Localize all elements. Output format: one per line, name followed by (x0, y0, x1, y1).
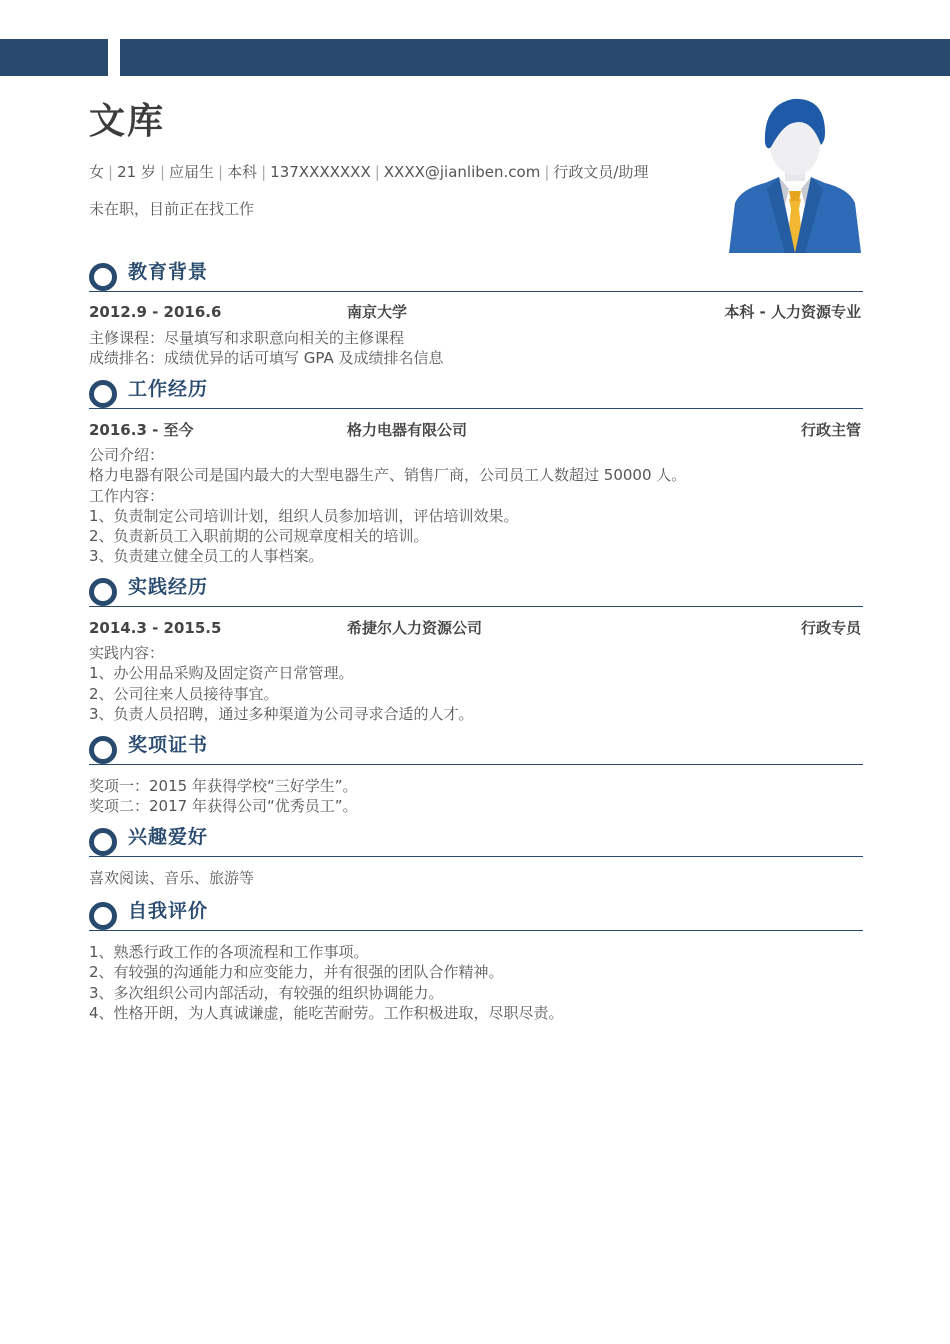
practice-period: 2014.3 - 2015.5 (89, 619, 222, 637)
self-eval-details (89, 942, 869, 1023)
detail-line: 格力电器有限公司是国内最大的大型电器生产、销售厂商，公司员工人数超过 50000 人。 (89, 466, 687, 485)
awards-details (89, 776, 869, 817)
ring-bullet-icon (89, 736, 117, 764)
divider: | (108, 163, 114, 181)
section-education (89, 257, 863, 292)
section-self-eval (89, 896, 863, 931)
detail-line: 成绩排名：成绩优异的话可填写 GPA 及成绩排名信息 (89, 349, 444, 368)
section-practice (89, 572, 863, 607)
section-work (89, 374, 863, 409)
info-gender: 女 (89, 163, 105, 181)
practice-details (89, 643, 869, 724)
detail-line: 2、有较强的沟通能力和应变能力，并有很强的团队合作精神。 (89, 963, 504, 982)
practice-role: 行政专员 (800, 619, 861, 637)
info-phone: 137XXXXXXX (270, 163, 371, 181)
practice-row (89, 617, 863, 639)
detail-line: 1、办公用品采购及固定资产日常管理。 (89, 664, 354, 683)
hobbies-details (89, 868, 869, 888)
job-status: 未在职，目前正在找工作 (89, 200, 255, 218)
work-role: 行政主管 (800, 421, 861, 439)
detail-line: 1、熟悉行政工作的各项流程和工作事项。 (89, 943, 369, 961)
ring-bullet-icon (89, 828, 117, 856)
detail-line: 4、性格开朗，为人真诚谦虚，能吃苦耐劳。工作积极进取，尽职尽责。 (89, 1003, 564, 1022)
ring-bullet-icon (89, 380, 117, 408)
detail-line: 1、负责制定公司培训计划，组织人员参加培训，评估培训效果。 (89, 506, 519, 525)
detail-line: 喜欢阅读、音乐、旅游等 (89, 869, 255, 887)
ring-bullet-icon (89, 263, 117, 291)
detail-line: 公司介绍： (89, 446, 165, 464)
detail-line: 3、负责建立健全员工的人事档案。 (89, 547, 324, 566)
work-row (89, 419, 863, 441)
detail-line: 奖项一：2015 年获得学校“三好学生”。 (89, 777, 358, 795)
detail-line: 工作内容： (89, 486, 165, 505)
detail-line: 3、多次组织公司内部活动，有较强的组织协调能力。 (89, 983, 444, 1002)
header-bar-right (120, 39, 950, 76)
section-title: 奖项证书 (128, 734, 209, 756)
info-degree: 本科 (227, 163, 258, 181)
detail-line: 实践内容： (89, 644, 165, 662)
education-period: 2012.9 - 2016.6 (89, 303, 222, 321)
info-job-target: 行政文员/助理 (553, 163, 649, 181)
work-period: 2016.3 - 至今 (89, 421, 194, 439)
header-bar-left (0, 39, 108, 76)
education-degree: 本科 - 人力资源专业 (724, 303, 861, 321)
section-awards (89, 730, 863, 765)
detail-line: 奖项二：2017 年获得公司“优秀员工”。 (89, 797, 358, 816)
section-title: 实践经历 (128, 576, 209, 598)
section-title: 自我评价 (128, 900, 209, 922)
detail-line: 2、公司往来人员接待事宜。 (89, 684, 279, 703)
work-details (89, 445, 869, 567)
section-title: 兴趣爱好 (128, 826, 209, 848)
detail-line: 3、负责人员招聘，通过多种渠道为公司寻求合适的人才。 (89, 704, 474, 723)
personal-info-line (89, 162, 648, 182)
work-company: 格力电器有限公司 (347, 421, 468, 439)
detail-line: 2、负责新员工入职前期的公司规章度相关的培训。 (89, 527, 429, 546)
divider: | (261, 163, 267, 181)
info-graduate: 应届生 (169, 163, 215, 181)
education-row (89, 301, 863, 323)
info-age: 21 岁 (117, 163, 156, 181)
divider: | (218, 163, 224, 181)
resume-name: 文库 (89, 101, 166, 142)
education-school: 南京大学 (347, 303, 408, 321)
ring-bullet-icon (89, 578, 117, 606)
education-details (89, 328, 869, 369)
practice-company: 希捷尔人力资源公司 (347, 619, 483, 637)
divider: | (544, 163, 550, 181)
detail-line: 主修课程：尽量填写和求职意向相关的主修课程 (89, 329, 405, 347)
divider: | (159, 163, 165, 181)
section-title: 工作经历 (128, 378, 209, 400)
section-hobbies (89, 822, 863, 857)
divider: | (374, 163, 380, 181)
businessman-avatar-icon (727, 97, 863, 253)
ring-bullet-icon (89, 902, 117, 930)
info-email: XXXX@jianliben.com (383, 163, 541, 181)
section-title: 教育背景 (128, 261, 209, 283)
